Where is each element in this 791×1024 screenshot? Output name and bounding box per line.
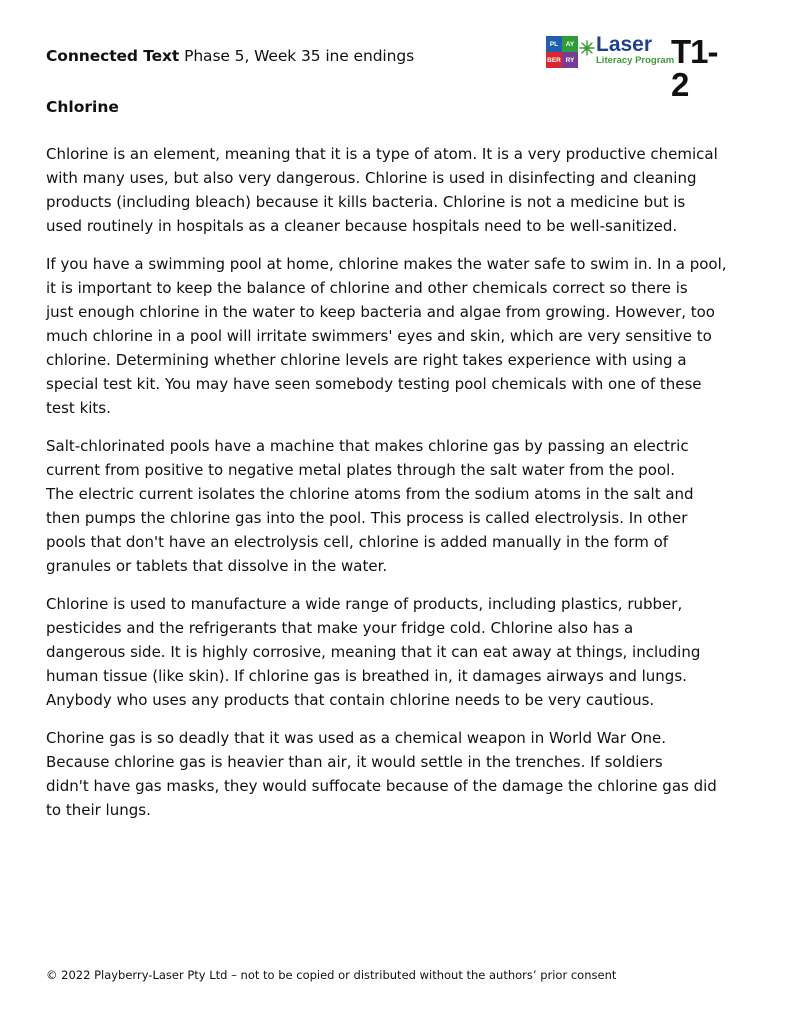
laser-logo — [546, 33, 726, 103]
header-label-rest: Phase 5, Week 35 ine endings — [179, 47, 415, 65]
body-text — [46, 142, 752, 836]
paragraph-3: Salt-chlorinated pools have a machine that makes chlorine gas by passing an electric current from positive to negative metal plates through the salt water from the pool. The electric current isolates the chlorine atoms from the sodium atoms in the salt and then pumps the chlorine gas into the pool. This process is called electrolysis. In other pools that don't have an electrolysis cell, chlorine is added manually in the form of granules or tablets that dissolve in the water. — [46, 437, 694, 575]
logo-tile-1: PL — [546, 36, 562, 52]
paragraph-5: Chorine gas is so deadly that it was used as a chemical weapon in World War One. Because chlorine gas is heavier than air, it would settle in the trenches. If soldiers didn't have gas masks, they would suffocate because of the damage the chlorine gas did to their lungs. — [46, 729, 717, 819]
page-title: Chlorine — [46, 98, 119, 116]
logo-tile-3: BER — [546, 52, 562, 68]
copyright-footer: © 2022 Playberry-Laser Pty Ltd – not to be copied or distributed without the authors’ prior consent — [46, 968, 617, 982]
logo-tile-4: RY — [562, 52, 578, 68]
paragraph-2: If you have a swimming pool at home, chlorine makes the water safe to swim in. In a pool, it is important to keep the balance of chlorine and other chemicals correct so there is just enough chlorine in the water to keep bacteria and algae from growing. However, too much chlorine in a pool will irritate swimmers' eyes and skin, which are very sensitive to chlorine. Determining whether chlorine levels are right takes experience with using a special test kit. You may have seen somebody testing pool chemicals with one of these test kits. — [46, 255, 727, 417]
playberry-logo-grid — [546, 36, 578, 68]
logo-subtitle: Literacy Program — [596, 55, 675, 66]
logo-word: Laser — [596, 33, 653, 56]
page-header — [46, 47, 414, 65]
laser-burst-icon — [579, 40, 595, 56]
paragraph-1: Chlorine is an element, meaning that it is a type of atom. It is a very productive chemical with many uses, but also very dangerous. Chlorine is used in disinfecting and cleaning products (including bleach) because it kills bacteria. Chlorine is not a medicine but is used routinely in hospitals as a cleaner because hospitals need to be well-sanitized. — [46, 145, 718, 235]
level-badge: T1-2 — [671, 33, 718, 103]
paragraph-4: Chlorine is used to manufacture a wide range of products, including plastics, rubber, pesticides and the refrigerants that make your fridge cold. Chlorine also has a dangerous side. It is highly corrosive, meaning that it can eat away at things, including human tissue (like skin). If chlorine gas is breathed in, it damages airways and lungs. Anybody who uses any products that contain chlorine needs to be very cautious. — [46, 595, 701, 709]
logo-tile-2: AY — [562, 36, 578, 52]
header-label-bold: Connected Text — [46, 47, 180, 65]
